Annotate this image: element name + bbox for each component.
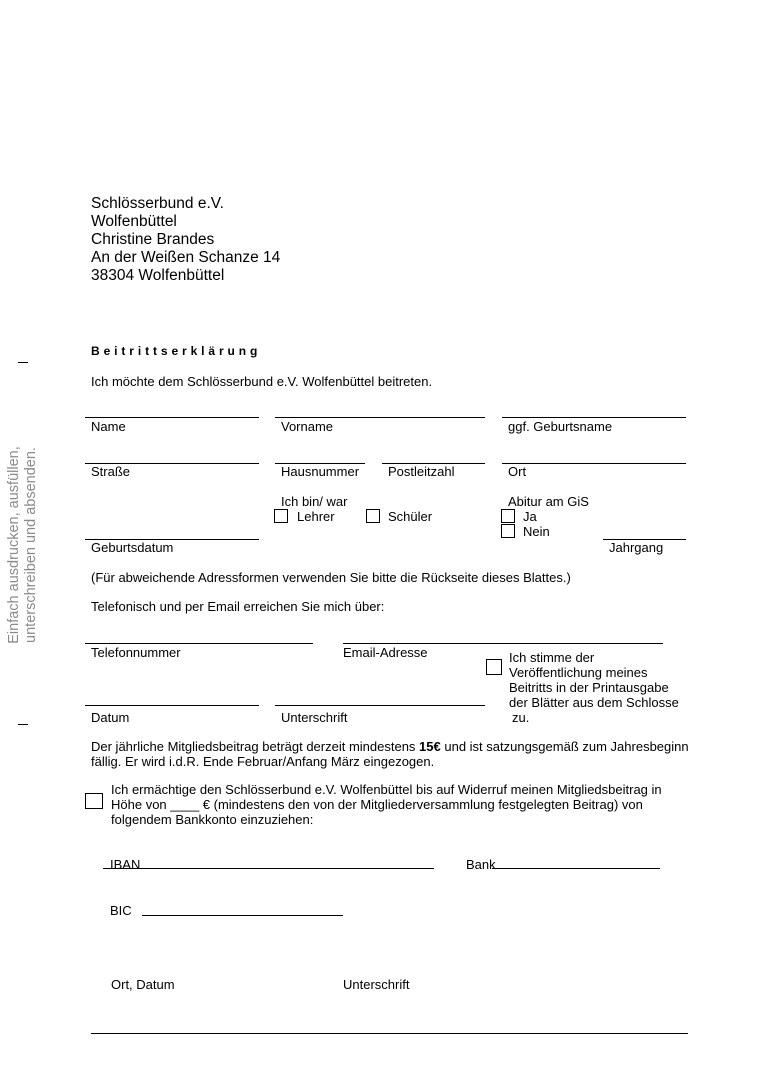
geburtsdatum-label: Geburtsdatum [91,540,174,555]
bank-label: Bank [466,857,496,872]
ort-datum-label: Ort, Datum [111,977,175,992]
abitur-label: Abitur am GiS [508,494,589,509]
unterschrift-field[interactable] [275,705,485,706]
bank-field[interactable] [492,868,660,869]
fee-text-part1: Der jährliche Mitgliedsbeitrag beträgt derzeit mindestens [91,739,420,754]
consent-line5: zu. [512,710,530,725]
consent-line2: Veröffentlichung meines [509,665,648,680]
schueler-label: Schüler [388,509,433,524]
telefon-label: Telefonnummer [91,645,181,660]
iban-field[interactable] [103,868,434,869]
unterschrift-label: Unterschrift [281,710,348,725]
side-note-line2: unterschreiben und absenden. [23,447,39,643]
consent-line3: Beitritts in der Printausgabe [509,680,669,695]
consent-checkbox[interactable] [486,659,502,675]
recipient-address [91,195,280,285]
signature-line[interactable] [91,1033,688,1034]
form-title: Beitrittserklärung [91,344,262,358]
jahrgang-label: Jahrgang [609,540,664,555]
recipient-line4: An der Weißen Schanze 14 [91,249,281,266]
bic-label: BIC [110,903,132,918]
datum-field[interactable] [85,705,259,706]
fold-mark-bottom [18,724,28,725]
ja-label: Ja [523,509,537,524]
side-note [6,435,40,655]
lehrer-checkbox[interactable] [274,509,288,523]
bank-unterschrift-label: Unterschrift [343,977,410,992]
vorname-label: Vorname [281,419,334,434]
ort-field[interactable] [502,463,686,464]
email-field[interactable] [343,643,663,644]
fold-mark-top [18,362,28,363]
fee-text-line2: fällig. Er wird i.d.R. Ende Februar/Anfang März eingezogen. [91,754,435,769]
consent-line1: Ich stimme der [509,650,595,665]
strasse-label: Straße [91,464,131,479]
email-label: Email-Adresse [343,645,428,660]
consent-line4: der Blätter aus dem Schlosse [509,695,679,710]
recipient-line2: Wolfenbüttel [91,213,177,230]
telefon-field[interactable] [85,643,313,644]
hausnummer-label: Hausnummer [281,464,360,479]
geburtsname-label: ggf. Geburtsname [508,419,613,434]
form-intro: Ich möchte dem Schlösserbund e.V. Wolfenbüttel beitreten. [91,374,433,389]
geburtsname-field[interactable] [502,417,686,418]
address-note: (Für abweichende Adressformen verwenden Sie bitte die Rückseite dieses Blattes.) [91,570,571,585]
mandate-line1: Ich ermächtige den Schlösserbund e.V. Wolfenbüttel bis auf Widerruf meinen Mitgliedsbeitrag in [111,782,662,797]
schueler-checkbox[interactable] [366,509,380,523]
mandate-line2: Höhe von ____ € (mindestens den von der Mitgliederversammlung festgelegten Beitrag) von [111,797,643,812]
recipient-line3: Christine Brandes [91,231,215,248]
bic-field[interactable] [142,915,343,916]
consent-text [509,650,679,725]
contact-intro: Telefonisch und per Email erreichen Sie mich über: [91,599,385,614]
lehrer-label: Lehrer [297,509,335,524]
mandate-line3: folgendem Bankkonto einzuziehen: [111,812,314,827]
mandate-paragraph [111,782,662,827]
nein-label: Nein [523,524,550,539]
datum-label: Datum [91,710,130,725]
fee-paragraph [91,739,731,769]
name-field[interactable] [85,417,259,418]
ort-label: Ort [508,464,527,479]
ja-checkbox[interactable] [501,509,515,523]
mandate-checkbox[interactable] [85,793,103,809]
iban-label: IBAN [110,857,141,872]
fee-text-part2: und ist satzungsgemäß zum Jahresbeginn [440,739,689,754]
recipient-line5: 38304 Wolfenbüttel [91,267,225,284]
side-note-line1: Einfach ausdrucken, ausfüllen, [6,446,22,644]
name-label: Name [91,419,126,434]
recipient-line1: Schlösserbund e.V. [91,195,224,212]
vorname-field[interactable] [275,417,485,418]
ich-bin-label: Ich bin/ war [281,494,348,509]
plz-label: Postleitzahl [388,464,455,479]
nein-checkbox[interactable] [501,524,515,538]
fee-amount: 15€ [419,739,441,754]
